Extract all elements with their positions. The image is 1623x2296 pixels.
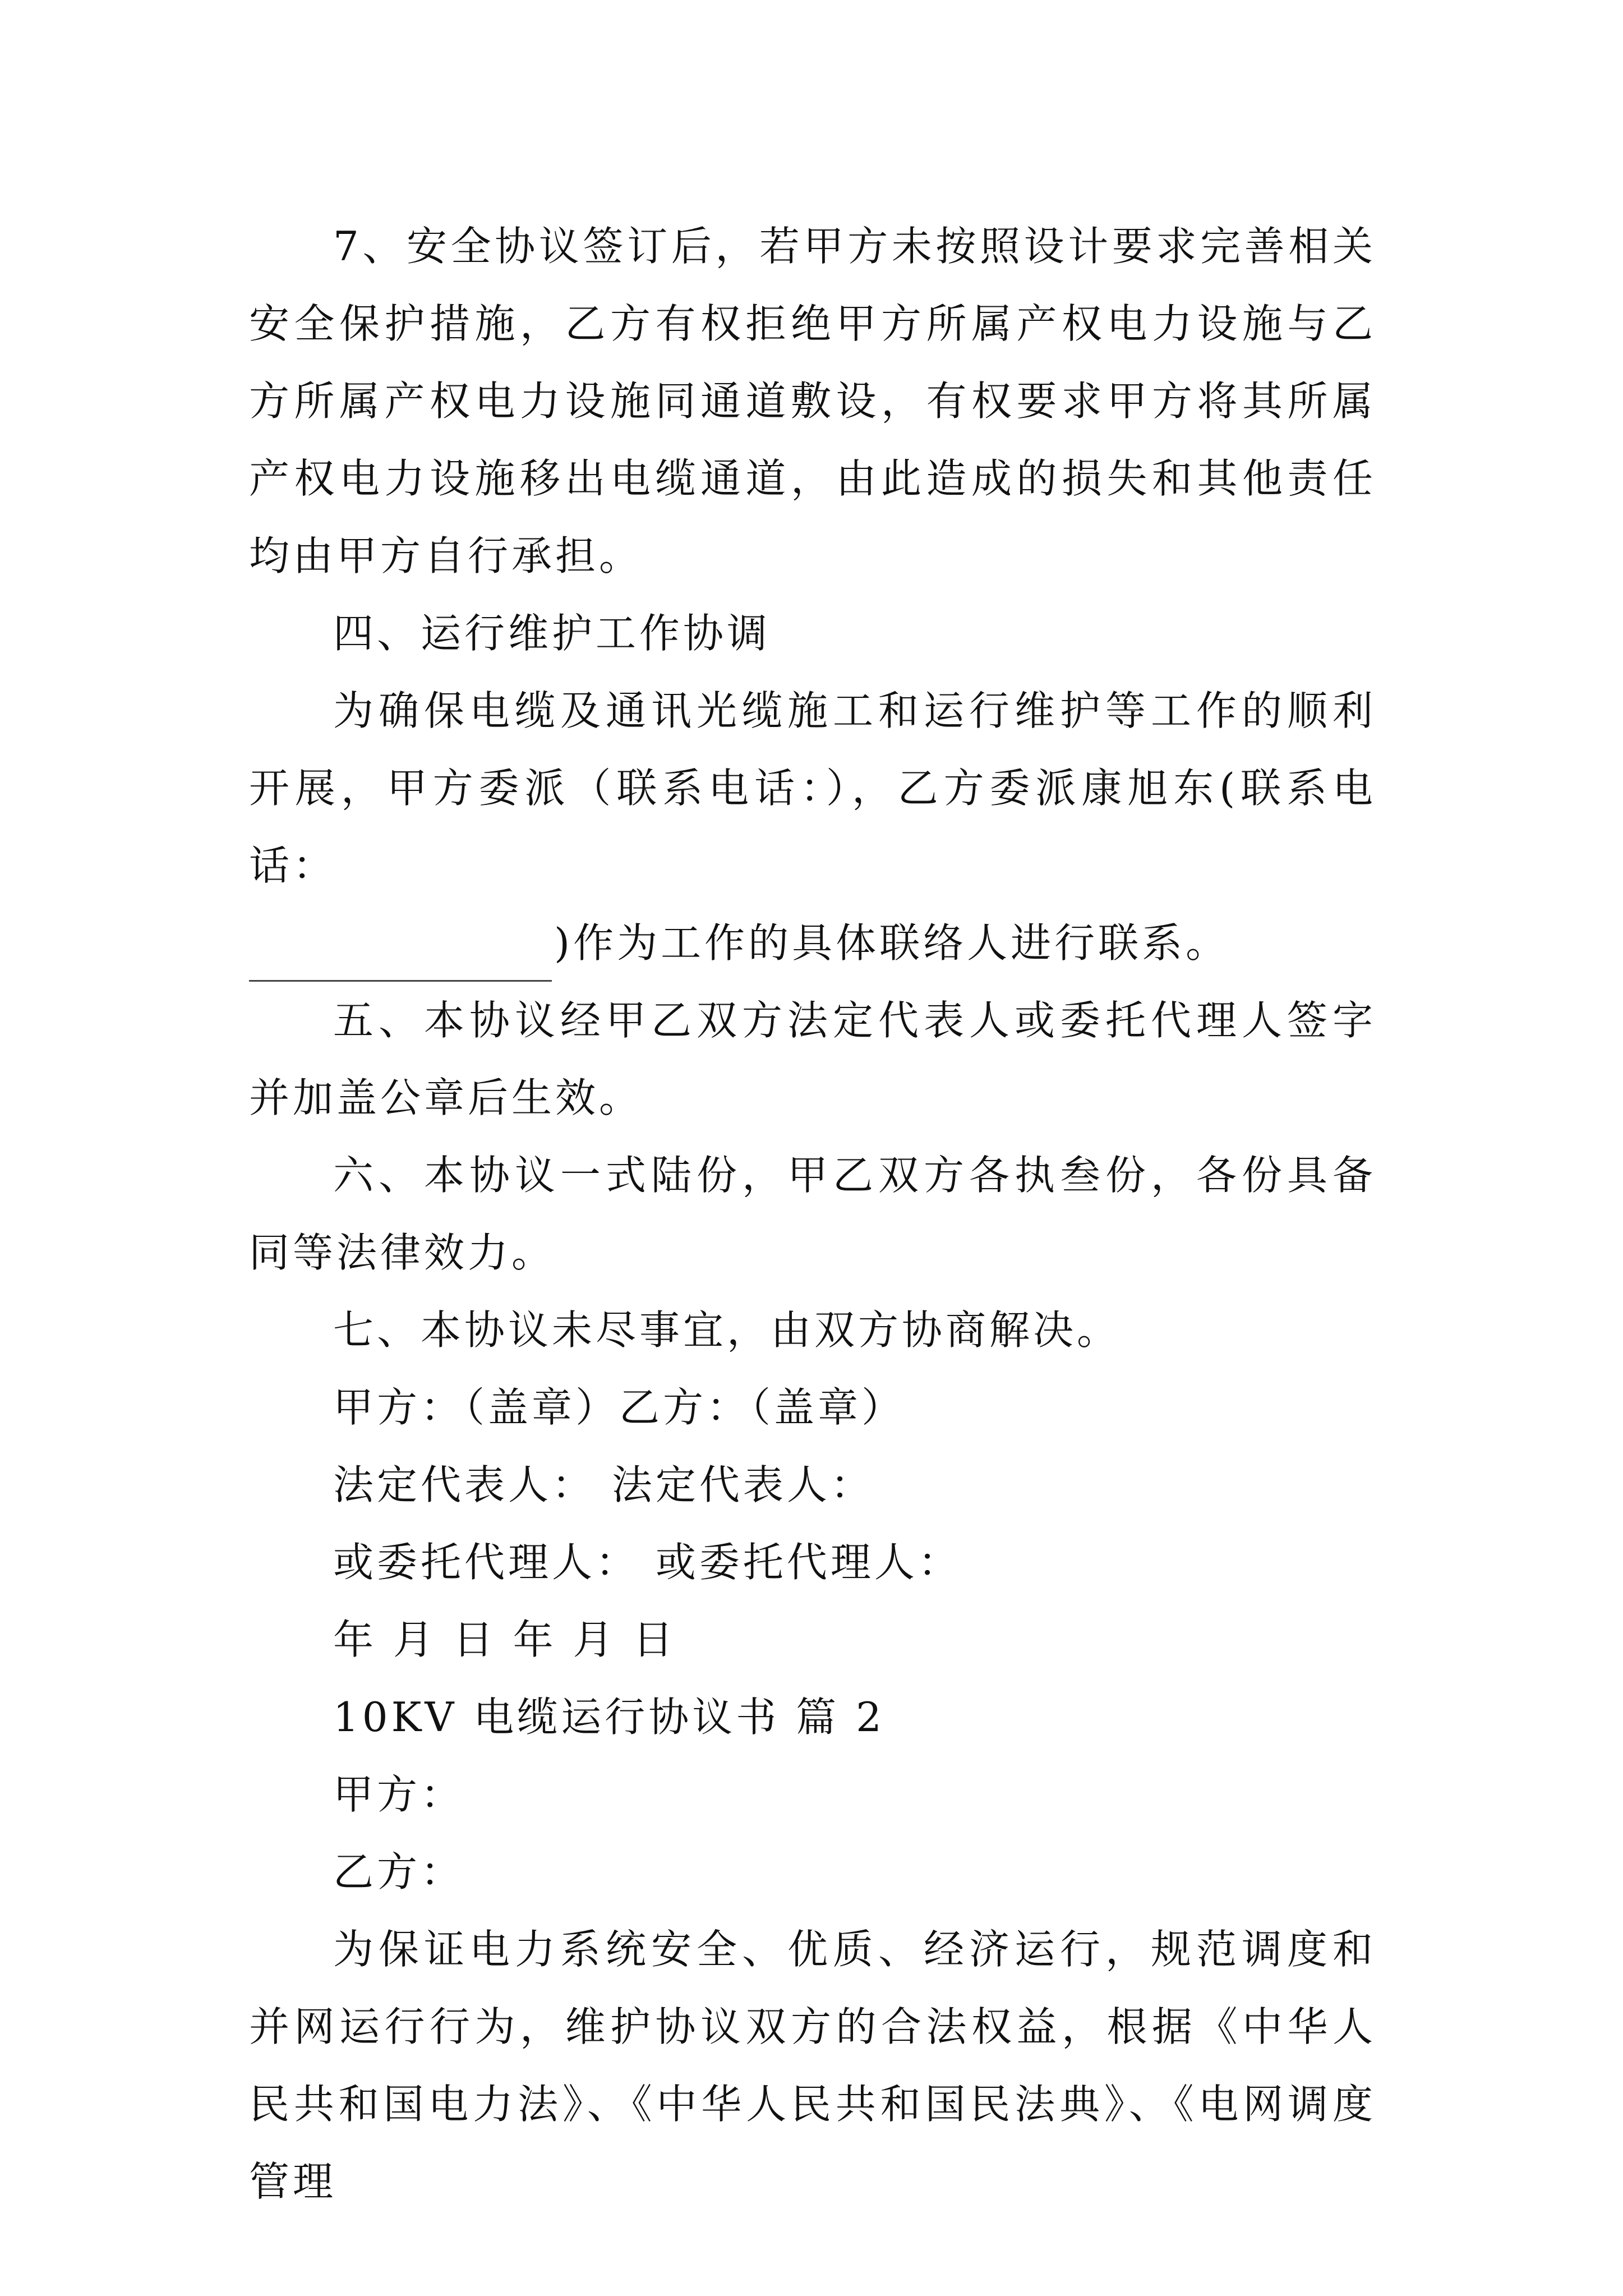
party-a-line: 甲方： <box>333 1771 465 1818</box>
clause-7: 7、安全协议签订后，若甲方未按照设计要求完善相关安全保护措施，乙方有权拒绝甲方所属产权电力设施与乙方所属产权电力设施同通道敷设，有权要求甲方将其所属产权电力设施移出电缆通道，由此造成的损失和其他责任均由甲方自行承担。 <box>249 223 1376 579</box>
section-7: 七、本协议未尽事宜，由双方协商解决。 <box>333 1306 1121 1354</box>
section-6: 六、本协议一式陆份，甲乙双方各执叁份，各份具备同等法律效力。 <box>249 1152 1376 1276</box>
document-body <box>249 208 1376 2220</box>
section-5: 五、本协议经甲乙双方法定代表人或委托代理人签字并加盖公章后生效。 <box>249 997 1376 1121</box>
preamble-paragraph: 为保证电力系统安全、优质、经济运行，规范调度和并网运行行为，维护协议双方的合法权益，根据《中华人民共和国电力法》、《中华人民共和国民法典》、《电网调度管理 <box>249 1926 1376 2205</box>
date-line: 年 月 日 年 月 日 <box>333 1616 677 1663</box>
contact-paragraph-end: )作为工作的具体联络人进行联系。 <box>554 919 1230 967</box>
contact-paragraph-continued <box>249 904 1376 982</box>
contact-paragraph: 为确保电缆及通讯光缆施工和运行维护等工作的顺利开展，甲方委派（联系电话：），乙方委派康旭东(联系电话： <box>249 687 1376 889</box>
legal-representative-line: 法定代表人： 法定代表人： <box>333 1461 874 1508</box>
phone-blank-line <box>249 935 552 982</box>
party-seal-line: 甲方：（盖章）乙方：（盖章） <box>333 1384 906 1431</box>
section-4-heading: 四、运行维护工作协调 <box>333 610 771 657</box>
agreement-title-2: 10KV 电缆运行协议书 篇 2 <box>333 1694 885 1741</box>
party-b-line: 乙方： <box>333 1848 465 1895</box>
authorized-agent-line: 或委托代理人： 或委托代理人： <box>333 1539 962 1586</box>
